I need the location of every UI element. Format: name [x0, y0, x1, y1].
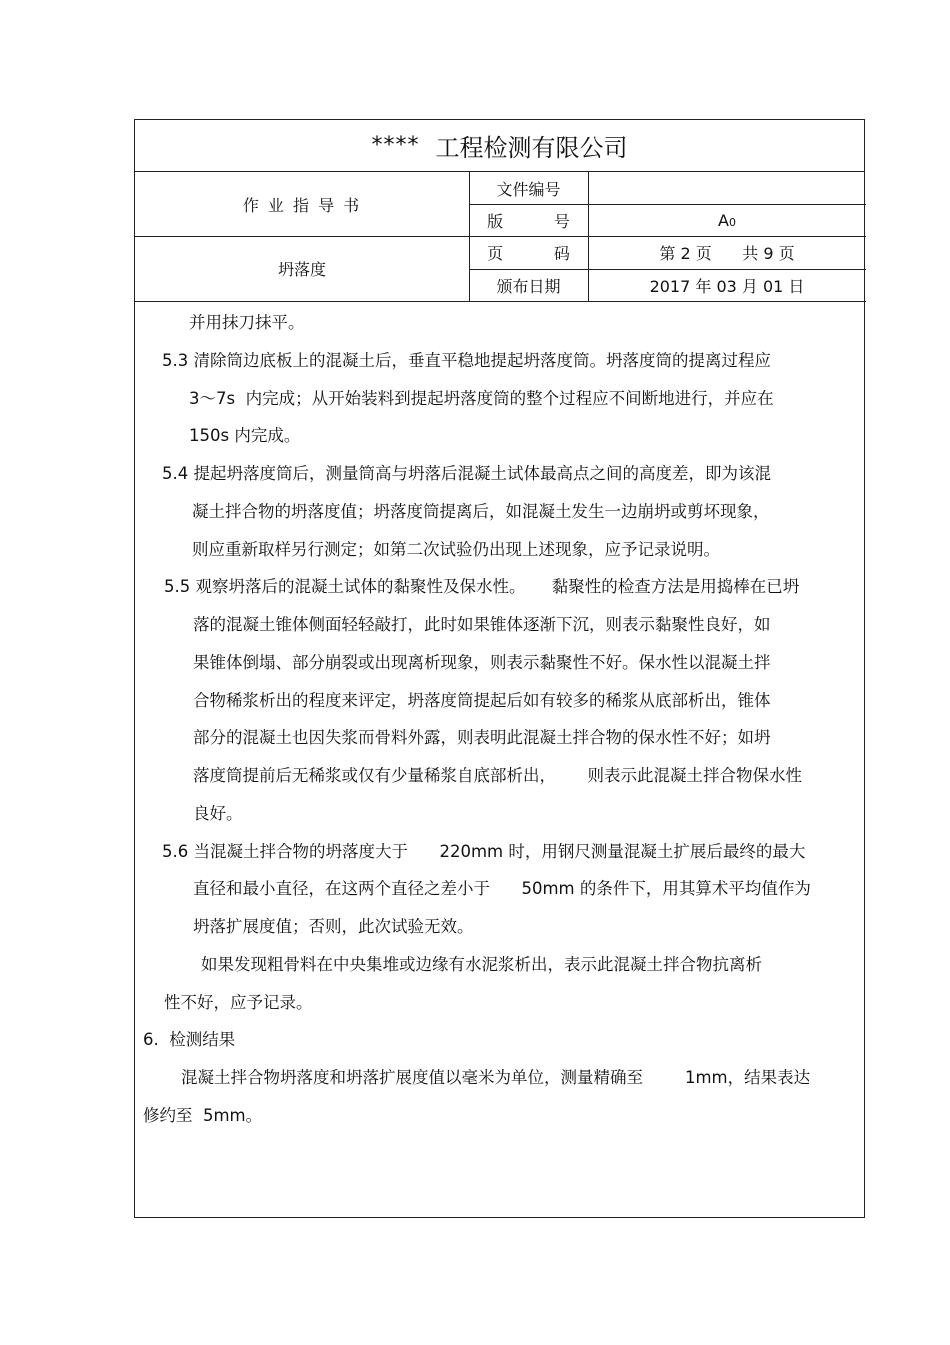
issue-date-value: 2017 年 03 月 01 日	[649, 276, 805, 296]
file-no-value	[588, 172, 866, 204]
company-title	[135, 120, 864, 172]
body-line-3: 3～7s 内完成；从开始装料到提起坍落度筒的整个过程应不间断地进行，并应在	[189, 389, 774, 408]
document-frame	[134, 119, 865, 1218]
body-line-15: 5.6 当混凝土拌合物的坍落度大于 220mm 时，用钢尺测量混凝土扩展后最终的最大	[162, 842, 806, 861]
page-label: 页 码	[487, 244, 570, 263]
body-line-4: 150s 内完成。	[189, 426, 301, 445]
body-line-1: 并用抹刀抹平。	[189, 313, 305, 332]
body-line-16: 直径和最小直径，在这两个直径之差小于 50mm 的条件下，用其算术平均值作为	[193, 879, 811, 898]
company-name: 工程检测有限公司	[435, 134, 628, 162]
body-line-10: 果锥体倒塌、部分崩裂或出现离析现象，则表示黏聚性不好。保水性以混凝土拌	[193, 653, 771, 672]
header-divider-2	[135, 301, 866, 302]
body-line-8: 5.5 观察坍落后的混凝土试体的黏聚性及保水性。 黏聚性的检查方法是用捣棒在已坍	[164, 577, 800, 596]
page-value: 第 2 页 共 9 页	[659, 244, 795, 263]
body-line-5: 5.4 提起坍落度筒后，测量筒高与坍落后混凝土试体最高点之间的高度差，即为该混	[162, 464, 771, 483]
doc-topic: 坍落度	[277, 260, 326, 279]
body-line-7: 则应重新取样另行测定；如第二次试验仍出现上述现象，应予记录说明。	[192, 540, 720, 559]
version-label: 版 号	[487, 211, 570, 231]
body-line-12: 部分的混凝土也因失浆而骨料外露，则表明此混凝土拌合物的保水性不好；如坍	[193, 728, 771, 747]
body-line-21: 混凝土拌合物坍落度和坍落扩展度值以毫米为单位，测量精确至 1mm，结果表达	[181, 1068, 811, 1087]
company-stars: ****	[371, 133, 420, 158]
body-line-17: 坍落扩展度值；否则，此次试验无效。	[193, 917, 474, 936]
version-subscript: 0	[728, 215, 736, 229]
body-line-14: 良好。	[193, 804, 243, 823]
issue-date-label: 颁布日期	[496, 276, 561, 296]
file-no-label: 文件编号	[496, 179, 561, 199]
doc-type: 作 业 指 导 书	[242, 195, 362, 215]
version-value	[588, 204, 866, 236]
version-letter: A	[718, 210, 729, 230]
section-heading-6: 6. 检测结果	[143, 1030, 236, 1049]
body-line-6: 凝土拌合物的坍落度值；坍落度筒提离后，如混凝土发生一边崩坍或剪坏现象，	[192, 502, 770, 521]
body-line-2: 5.3 清除筒边底板上的混凝土后，垂直平稳地提起坍落度筒。坍落度筒的提离过程应	[162, 351, 771, 370]
body-line-19: 性不好，应予记录。	[164, 993, 313, 1012]
body-line-9: 落的混凝土锥体侧面轻轻敲打，此时如果锥体逐渐下沉，则表示黏聚性良好，如	[193, 615, 771, 634]
body-line-13: 落度筒提前后无稀浆或仅有少量稀浆自底部析出， 则表示此混凝土拌合物保水性	[193, 766, 802, 785]
body-line-18: 如果发现粗骨料在中央集堆或边缘有水泥浆析出，表示此混凝土拌合物抗离析	[201, 955, 762, 974]
body-line-11: 合物稀浆析出的程度来评定，坍落度筒提起后如有较多的稀浆从底部析出，锥体	[193, 691, 771, 710]
body-line-22: 修约至 5mm。	[143, 1106, 263, 1125]
